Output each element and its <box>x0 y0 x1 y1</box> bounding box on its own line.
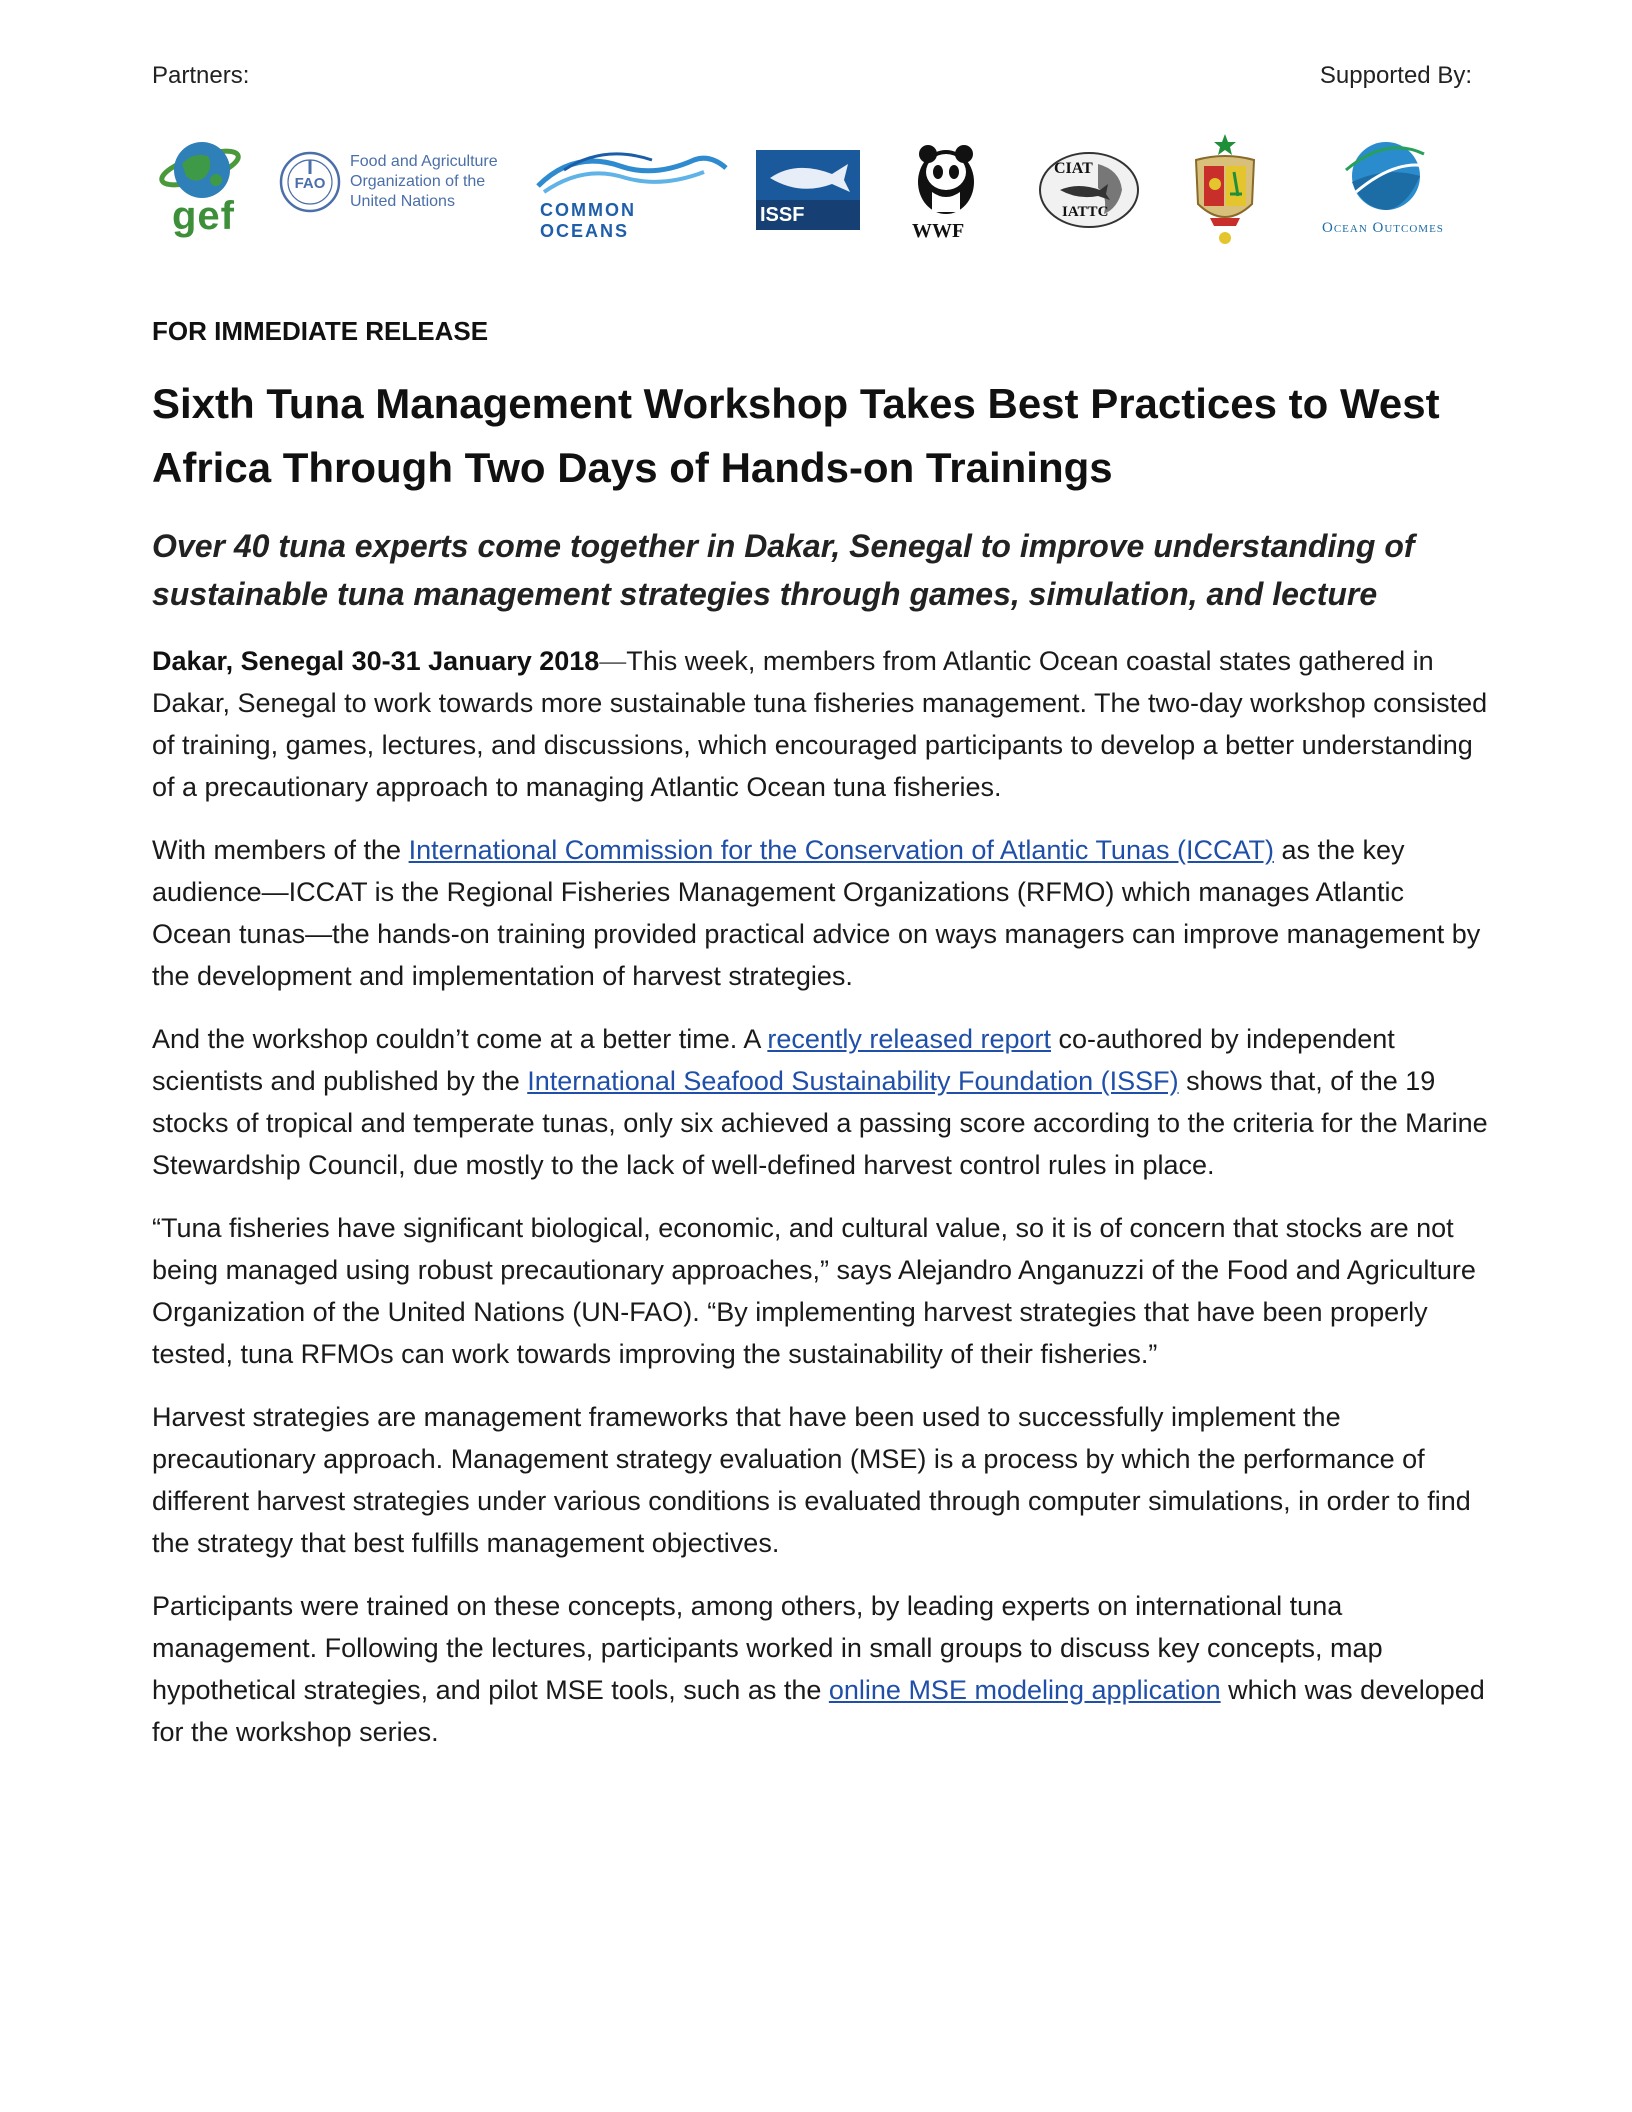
common-oceans-wordmark: COMMON OCEANS <box>540 200 636 241</box>
paragraph-3-text-a: And the workshop couldn’t come at a better time. A <box>152 1024 768 1054</box>
ciat-iattc-logo <box>1038 150 1140 230</box>
paragraph-2-text-a: With members of the <box>152 835 409 865</box>
article-body <box>152 640 1488 1774</box>
fao-logo <box>278 150 518 220</box>
paragraph-6-text-a: Participants were trained on these concepts, among others, by leading experts on international tuna management. Following the lectures, participants worked in small groups to discuss key concepts, map hypothetical strategies, and pilot MSE tools, such as the <box>152 1591 1383 1705</box>
wwf-panda-logo <box>908 142 984 242</box>
dateline: Dakar, Senegal 30-31 January 2018 <box>152 646 600 676</box>
iccat-link[interactable]: International Commission for the Conservation of Atlantic Tunas (ICCAT) <box>408 835 1274 865</box>
paragraph-1 <box>152 640 1488 808</box>
supported-by-label: Supported By: <box>1319 62 1472 89</box>
paragraph-2 <box>152 829 1488 997</box>
paragraph-6-text-b: which was developed for the workshop series. <box>152 1675 1485 1747</box>
paragraph-2-text-b: as the key audience—ICCAT is the Regional Fisheries Management Organizations (RFMO) which manages Atlantic Ocean tunas—the hands-on training provided practical advice on ways managers can improve management by the development and implementation of harvest strategies. <box>152 835 1481 991</box>
fao-line-1: Food and Agriculture <box>350 153 498 170</box>
gef-logo <box>158 134 248 238</box>
ciat-wordmark: CIAT <box>1054 160 1093 177</box>
paragraph-3-text-b: co-authored by independent scientists and published by the <box>152 1024 1395 1096</box>
ocean-outcomes-logo <box>1316 136 1456 246</box>
senegal-coat-of-arms-logo <box>1190 134 1260 250</box>
dateline-dash: — <box>599 646 627 676</box>
partners-label: Partners: <box>152 62 250 89</box>
mse-application-link[interactable]: online MSE modeling application <box>828 1675 1221 1705</box>
headline: Sixth Tuna Management Workshop Takes Best Practices to West Africa Through Two Days of Hands-on Trainings <box>152 380 1440 491</box>
issf-link[interactable]: International Seafood Sustainability Foundation (ISSF) <box>527 1066 1179 1096</box>
issf-logo <box>756 150 860 230</box>
release-label: FOR IMMEDIATE RELEASE <box>152 316 489 346</box>
paragraph-1-text: This week, members from Atlantic Ocean coastal states gathered in Dakar, Senegal to work towards more sustainable tuna fisheries management. The two-day workshop consisted of training, games, lectures, and discussions, which encouraged participants to develop a better understanding of a precautionary approach to managing Atlantic Ocean tuna fisheries. <box>152 646 1488 802</box>
fao-line-2: Organization of the <box>350 173 486 190</box>
issf-wordmark: ISSF <box>760 204 805 226</box>
common-oceans-logo <box>534 146 730 241</box>
subheadline: Over 40 tuna experts come together in Dakar, Senegal to improve understanding of sustainable tuna management strategies through games, simulation, and lecture <box>152 528 1415 612</box>
wwf-wordmark: WWF <box>912 220 965 242</box>
paragraph-4-quote: “Tuna fisheries have significant biological, economic, and cultural value, so it is of concern that stocks are not being managed using robust precautionary approaches,” says Alejandro Anganuzzi of the Food and Agriculture Organization of the United Nations (UN-FAO). “By implementing harvest strategies that have been properly tested, tuna RFMOs can work towards improving the sustainability of their fisheries.” <box>152 1213 1476 1369</box>
paragraph-3-text-c: shows that, of the 19 stocks of tropical and temperate tunas, only six achieved a passing score according to the criteria for the Marine Stewardship Council, due mostly to the lack of well-defined harvest control rules in place. <box>152 1066 1488 1180</box>
logo-strip <box>150 128 1480 258</box>
gef-wordmark: gef <box>172 194 235 238</box>
fao-line-3: United Nations <box>350 193 455 210</box>
ocean-outcomes-wordmark: Ocean Outcomes <box>1322 220 1444 236</box>
paragraph-6 <box>152 1585 1488 1753</box>
recent-report-link[interactable]: recently released report <box>767 1024 1052 1054</box>
iattc-wordmark: IATTC <box>1062 204 1109 220</box>
paragraph-5: Harvest strategies are management frameworks that have been used to successfully implement the precautionary approach. Management strategy evaluation (MSE) is a process by which the performance of different harvest strategies under various conditions is evaluated through computer simulations, in order to find the strategy that best fulfills management objectives. <box>152 1402 1471 1558</box>
paragraph-3 <box>152 1018 1488 1186</box>
svg-text:FAO: FAO <box>294 175 326 192</box>
